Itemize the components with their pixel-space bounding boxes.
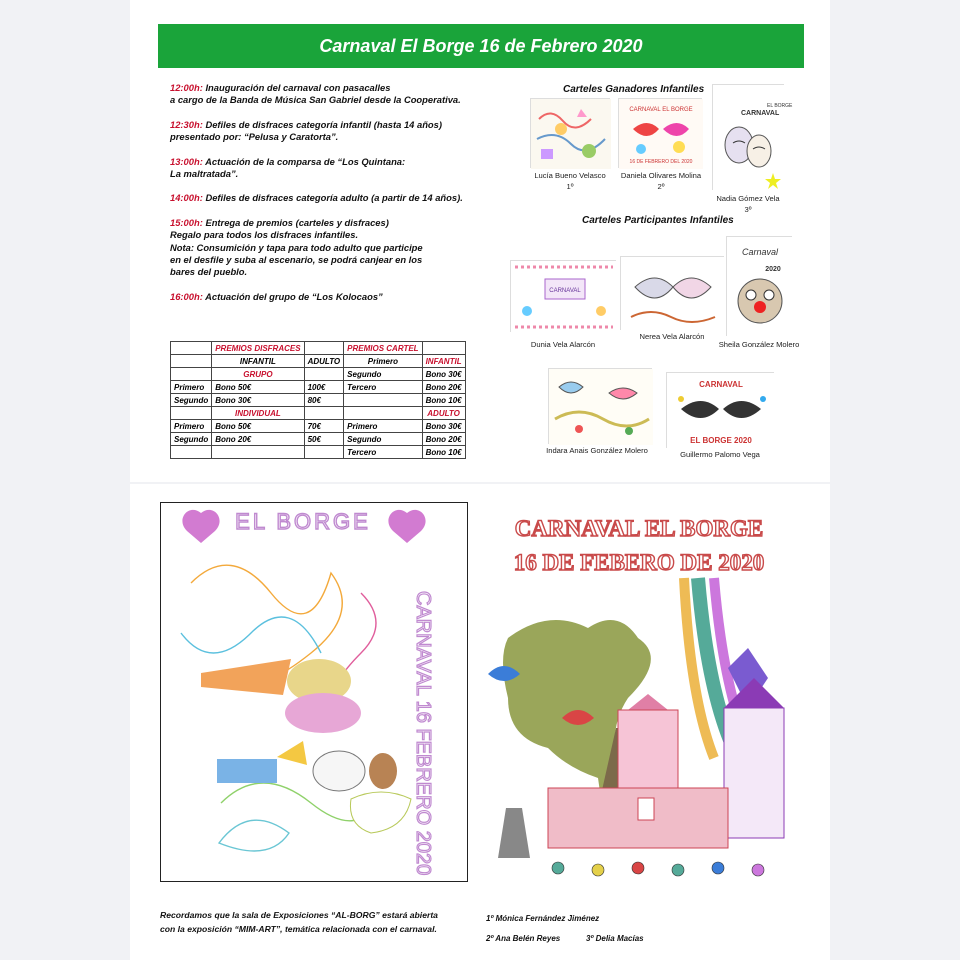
prize-cell: ADULTO	[422, 407, 465, 420]
prize-cell: Segundo	[344, 368, 422, 381]
poster-text: CARNAVAL EL BORGE	[629, 107, 693, 113]
right-poster-drawing	[478, 498, 800, 906]
prize-row	[171, 342, 466, 355]
event-line: presentado por: “Pelusa y Caratorta”.	[170, 131, 339, 143]
schedule-event	[170, 119, 510, 144]
prize-cell: 100€	[304, 381, 344, 394]
prize-cell: ADULTO	[304, 355, 344, 368]
prize-cell: INFANTIL	[422, 355, 465, 368]
prize-row	[171, 394, 466, 407]
poster-text: CARNAVAL	[741, 110, 780, 117]
prize-cell: INFANTIL	[212, 355, 304, 368]
prize-cell: GRUPO	[212, 368, 304, 381]
event-time: 15:00h:	[170, 216, 203, 228]
event-line: Actuación de la comparsa de “Los Quintana:	[205, 155, 406, 167]
prize-cell	[171, 355, 212, 368]
posters-sheet	[130, 484, 830, 960]
prize-cell: Primero	[344, 355, 422, 368]
poster-side-text: CARNAVAL 16 FEBRERO 2020	[412, 591, 434, 876]
prize-cell: Bono 30€	[212, 394, 304, 407]
event-line: bares del pueblo.	[170, 266, 248, 278]
event-line: Entrega de premios (carteles y disfraces)	[205, 216, 389, 228]
prize-cell	[171, 446, 212, 459]
winner-poster-1	[530, 98, 610, 168]
schedule-event	[170, 291, 510, 303]
poster-text: EL BORGE 2020	[690, 436, 752, 445]
prize-cell: Bono 50€	[212, 420, 304, 433]
participant-poster-5	[666, 372, 774, 448]
participant-poster-4	[548, 368, 652, 444]
prize-cell	[171, 368, 212, 381]
prize-cell: Segundo	[344, 433, 422, 446]
prize-cell: Bono 20€	[422, 381, 465, 394]
poster-text: CARNAVAL	[699, 380, 743, 389]
prize-cell: Tercero	[344, 381, 422, 394]
winner-poster-3	[712, 84, 793, 190]
exhibition-note	[160, 908, 438, 936]
adult-winner-1: 1º Mónica Fernández Jiménez	[486, 914, 600, 923]
prize-row	[171, 446, 466, 459]
prize-row	[171, 368, 466, 381]
schedule-list	[170, 82, 510, 315]
participant-poster-3	[726, 236, 792, 336]
participant-name: Sheila González Molero	[718, 340, 800, 349]
prize-cell: 50€	[304, 433, 344, 446]
prize-row	[171, 381, 466, 394]
prize-cell: Bono 20€	[422, 433, 465, 446]
event-line: Defiles de disfraces categoría adulto (a partir de 14 años).	[205, 192, 463, 204]
poster-text: EL BORGE	[767, 103, 793, 109]
event-time: 12:00h:	[170, 82, 203, 93]
exhibition-note-line: con la exposición “MIM-ART”, temática relacionada con el carnaval.	[160, 924, 437, 934]
prize-row	[171, 433, 466, 446]
prize-cell: Primero	[171, 381, 212, 394]
poster-text: 2020	[765, 266, 781, 273]
prize-cell: PREMIOS DISFRACES	[212, 342, 304, 355]
winner-poster-2	[618, 98, 702, 168]
prize-cell	[212, 446, 304, 459]
winner-name: Daniela Olivares Molina	[620, 171, 702, 180]
prize-cell: Primero	[171, 420, 212, 433]
event-line: a cargo de la Banda de Música San Gabriel desde la Cooperativa.	[170, 94, 461, 106]
prize-cell: PREMIOS CARTEL	[344, 342, 422, 355]
prize-cell	[171, 407, 212, 420]
poster-text: CARNAVAL	[549, 288, 581, 294]
poster-title-line1: CARNAVAL EL BORGE	[514, 516, 764, 541]
prize-cell: Tercero	[344, 446, 422, 459]
event-line: en el desfile y suba al escenario, se podrá canjear en los	[170, 254, 423, 266]
prize-cell	[304, 368, 344, 381]
schedule-event	[170, 82, 510, 107]
participants-title: Carteles Participantes Infantiles	[582, 215, 734, 226]
winner-place: 2º	[657, 182, 665, 191]
event-time: 12:30h:	[170, 118, 203, 130]
adult-winner-2: 2º Ana Belén Reyes	[486, 934, 561, 943]
event-line: Nota: Consumición y tapa para todo adulto que participe	[170, 241, 423, 253]
event-line: Regalo para todos los disfraces infantiles.	[170, 229, 359, 241]
prize-cell: 80€	[304, 394, 344, 407]
prize-cell	[171, 342, 212, 355]
winner-place: 1º	[566, 182, 574, 191]
prize-table	[170, 341, 466, 459]
schedule-event	[170, 217, 510, 279]
prize-cell: Segundo	[171, 433, 212, 446]
prize-cell	[304, 407, 344, 420]
prize-cell: Primero	[344, 420, 422, 433]
prize-cell: Bono 30€	[422, 420, 465, 433]
prize-row	[171, 355, 466, 368]
prize-cell: Bono 10€	[422, 446, 465, 459]
prize-cell	[304, 342, 344, 355]
winner-name: Lucía Bueno Velasco	[534, 171, 606, 180]
prize-cell	[344, 394, 422, 407]
left-poster-drawing	[160, 502, 468, 882]
prize-row	[171, 407, 466, 420]
event-time: 13:00h:	[170, 155, 203, 167]
event-line: La maltratada”.	[170, 168, 239, 180]
event-time: 16:00h:	[170, 290, 203, 302]
winners-title: Carteles Ganadores Infantiles	[563, 84, 705, 95]
prize-cell: 70€	[304, 420, 344, 433]
poster-title-line2: 16 DE FEBERO DE 2020	[513, 550, 765, 575]
prize-cell	[304, 446, 344, 459]
prize-cell: Bono 50€	[212, 381, 304, 394]
prize-cell: INDIVIDUAL	[212, 407, 304, 420]
prize-cell	[422, 342, 465, 355]
event-line: Inauguración del carnaval con pasacalles	[205, 82, 391, 93]
poster-text: Carnaval	[741, 247, 779, 257]
participant-name: Dunia Vela Alarcón	[530, 340, 596, 349]
event-line: Actuación del grupo de “Los Kolocaos”	[205, 290, 383, 302]
winner-place: 3º	[744, 205, 752, 214]
prize-cell: Bono 30€	[422, 368, 465, 381]
program-sheet	[130, 0, 830, 482]
participant-name: Guillermo Palomo Vega	[680, 450, 760, 459]
prize-row	[171, 420, 466, 433]
prize-cell	[344, 407, 422, 420]
poster-text: 16 DE FEBRERO DEL 2020	[629, 159, 693, 165]
winner-name: Nadia Gómez Vela	[716, 194, 780, 203]
participant-poster-2	[620, 256, 724, 330]
prize-cell: Bono 10€	[422, 394, 465, 407]
schedule-event	[170, 192, 510, 204]
exhibition-note-line: Recordamos que la sala de Exposiciones “AL-BORG” estará abierta	[160, 910, 438, 920]
schedule-event	[170, 156, 510, 181]
participant-name: Nerea Vela Alarcón	[639, 332, 705, 341]
prize-cell: Bono 20€	[212, 433, 304, 446]
participant-name: Indara Anais González Molero	[546, 446, 648, 455]
poster-title-text: EL BORGE	[235, 509, 371, 534]
participant-poster-1	[510, 260, 616, 332]
event-line: Defiles de disfraces categoría infantil (hasta 14 años)	[205, 118, 442, 130]
adult-winner-3: 3º Delia Macías	[586, 934, 644, 943]
prize-cell: Segundo	[171, 394, 212, 407]
page-title: Carnaval El Borge 16 de Febrero 2020	[158, 24, 804, 68]
event-time: 14:00h:	[170, 192, 203, 204]
